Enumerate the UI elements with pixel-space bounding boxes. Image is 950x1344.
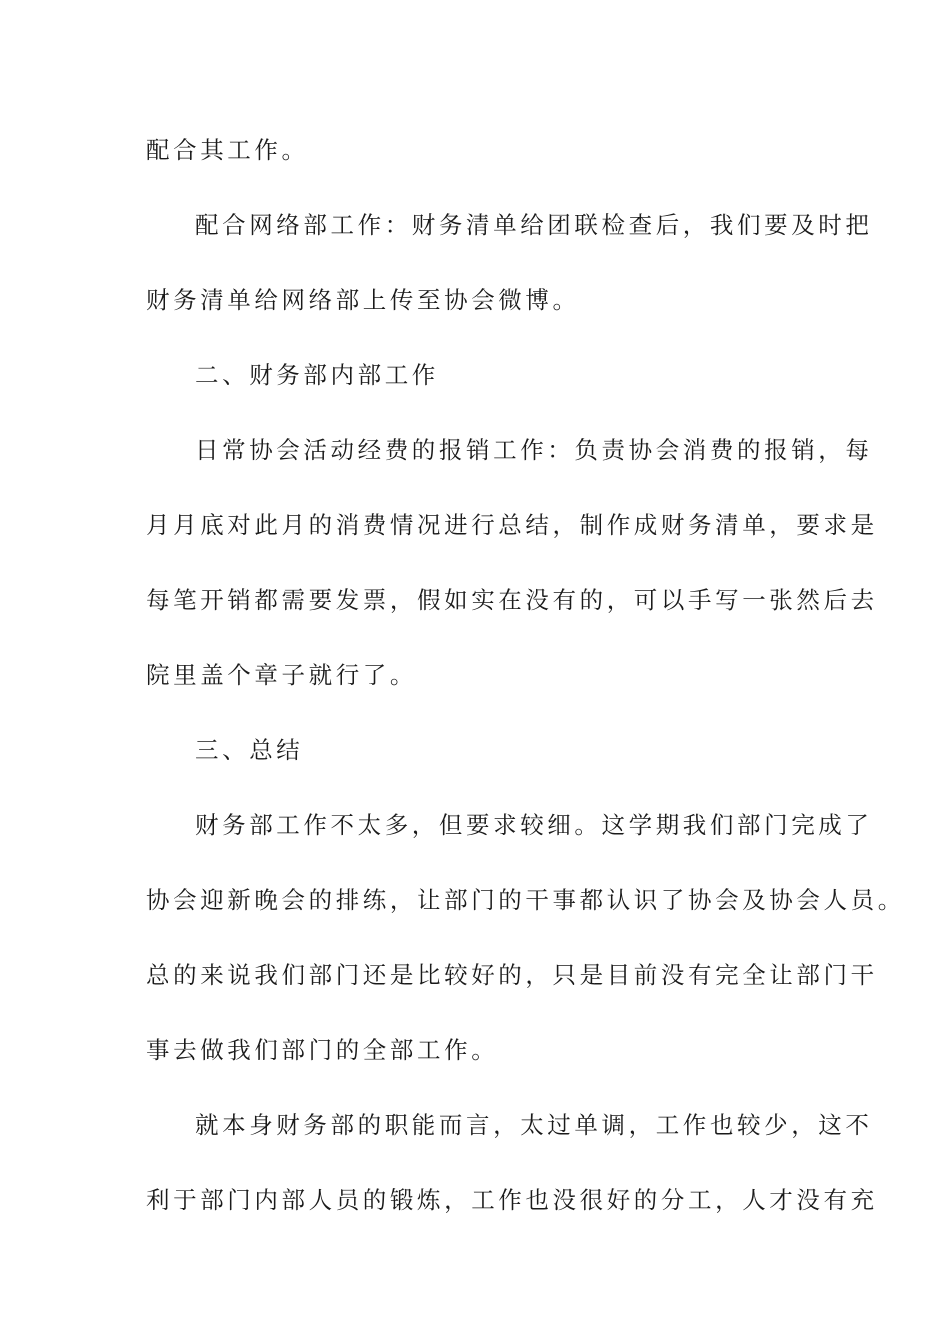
- paragraph-line: 财务清单给网络部上传至协会微博。: [146, 286, 580, 314]
- paragraph-line: 配合其工作。: [146, 136, 309, 164]
- paragraph-line: 财务部工作不太多，但要求较细。这学期我们部门完成了: [195, 811, 873, 839]
- paragraph-line: 日常协会活动经费的报销工作：负责协会消费的报销，每: [195, 436, 873, 464]
- paragraph-line: 利于部门内部人员的锻炼，工作也没很好的分工，人才没有充: [146, 1186, 878, 1214]
- paragraph-line: 配合网络部工作：财务清单给团联检查后，我们要及时把: [195, 211, 873, 239]
- paragraph-line: 月月底对此月的消费情况进行总结，制作成财务清单，要求是: [146, 511, 878, 539]
- paragraph-line: 总的来说我们部门还是比较好的，只是目前没有完全让部门干: [146, 961, 878, 989]
- paragraph-line: 事去做我们部门的全部工作。: [146, 1036, 499, 1064]
- paragraph-line: 协会迎新晚会的排练，让部门的干事都认识了协会及协会人员。: [146, 886, 905, 914]
- paragraph-line: 每笔开销都需要发票，假如实在没有的，可以手写一张然后去: [146, 586, 878, 614]
- section-heading: 三、总结: [195, 736, 304, 764]
- paragraph-line: 院里盖个章子就行了。: [146, 661, 417, 689]
- paragraph-line: 就本身财务部的职能而言，太过单调，工作也较少，这不: [195, 1111, 873, 1139]
- section-heading: 二、财务部内部工作: [195, 361, 439, 389]
